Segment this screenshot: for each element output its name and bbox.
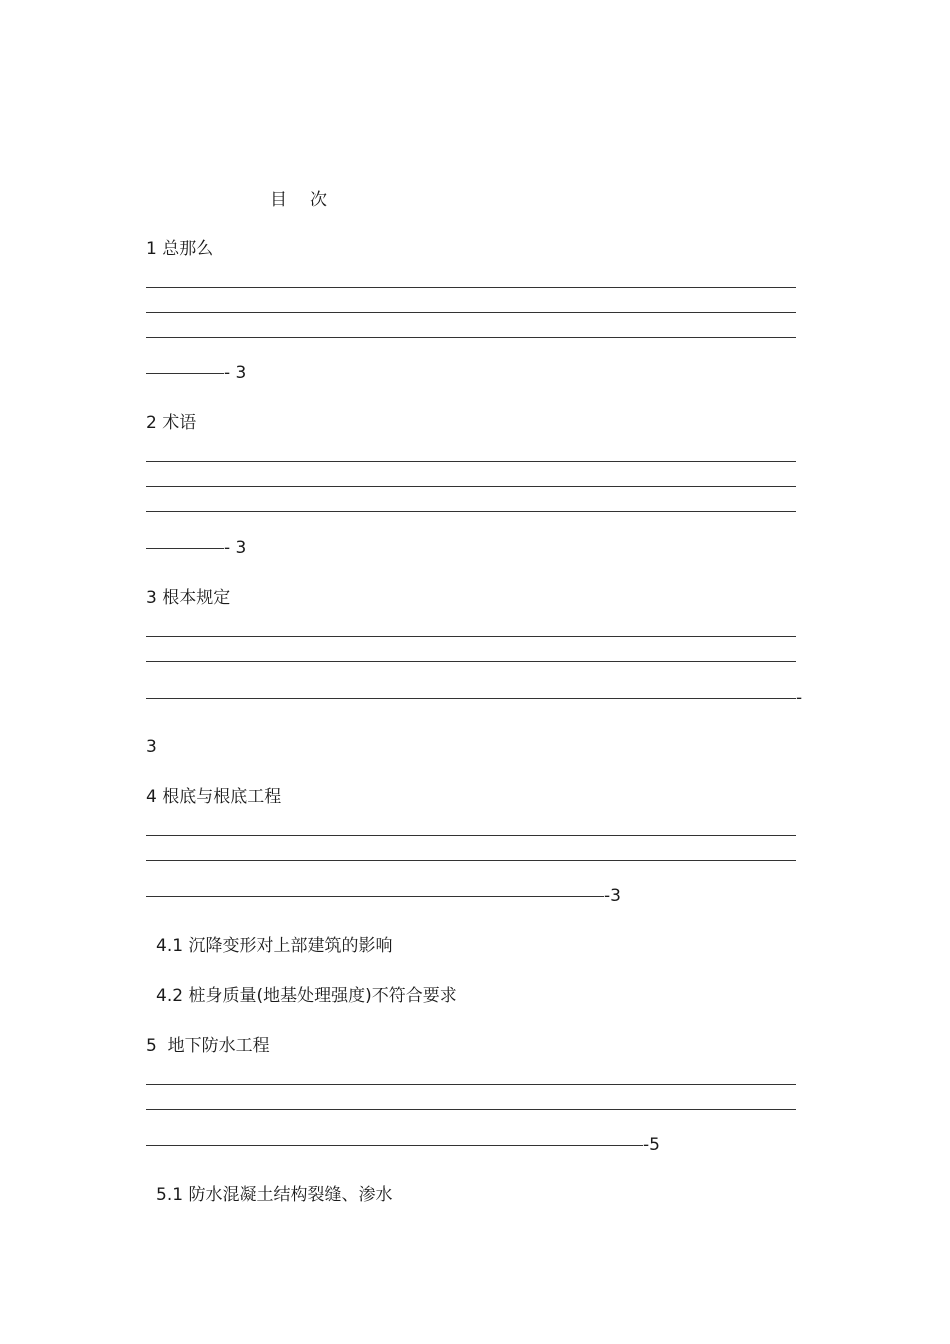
leader-dash — [146, 1145, 643, 1146]
toc-entry-2: 2 术语 — [146, 413, 197, 433]
toc-title-right: 次 — [310, 190, 328, 210]
toc-entry-1: 1 总那么 — [146, 239, 214, 259]
toc-entry-1-page: - 3 — [146, 362, 246, 384]
leader-line — [146, 1109, 796, 1110]
leader-dash — [146, 698, 796, 699]
leader-line — [146, 461, 796, 462]
leader-line — [146, 312, 796, 313]
leader-dash — [146, 896, 604, 897]
toc-entry-3: 3 根本规定 — [146, 588, 231, 608]
leader-line — [146, 661, 796, 662]
toc-entry-3-leader: - — [146, 687, 802, 709]
toc-entry-4: 4 根底与根底工程 — [146, 787, 282, 807]
leader-line — [146, 636, 796, 637]
toc-entry-4-page: -3 — [146, 885, 621, 907]
leader-line — [146, 486, 796, 487]
toc-title-left: 目 — [270, 190, 288, 210]
leader-line — [146, 287, 796, 288]
leader-line — [146, 860, 796, 861]
leader-line — [146, 337, 796, 338]
leader-line — [146, 835, 796, 836]
leader-line — [146, 1084, 796, 1085]
toc-entry-3-page: 3 — [146, 737, 157, 757]
leader-line — [146, 511, 796, 512]
toc-entry-5-page: -5 — [146, 1134, 660, 1156]
toc-entry-2-page: - 3 — [146, 537, 246, 559]
leader-dash — [146, 373, 224, 374]
toc-entry-5: 5 地下防水工程 — [146, 1036, 270, 1056]
toc-entry-5-1: 5.1 防水混凝土结构裂缝、渗水 — [156, 1185, 393, 1205]
toc-entry-4-2: 4.2 桩身质量(地基处理强度)不符合要求 — [156, 986, 457, 1006]
leader-dash — [146, 548, 224, 549]
toc-entry-4-1: 4.1 沉降变形对上部建筑的影响 — [156, 936, 393, 956]
toc-title — [270, 189, 328, 211]
